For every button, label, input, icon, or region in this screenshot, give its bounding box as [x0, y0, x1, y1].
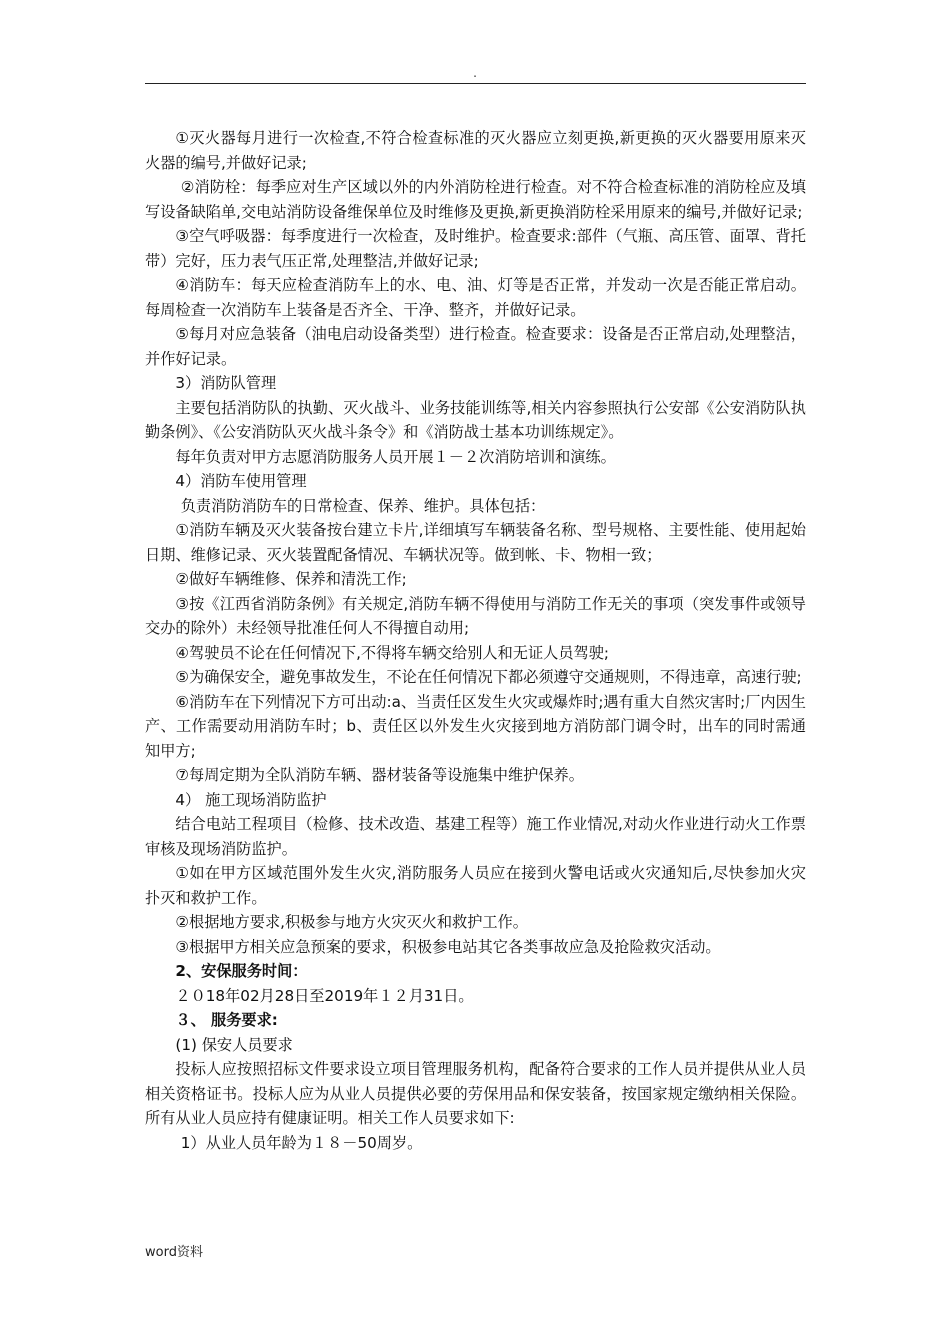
paragraph-emergency-plan: ③根据甲方相关应急预案的要求，积极参电站其它各类事故应急及抢险救灾活动。 — [175, 937, 721, 956]
heading-fire-truck-usage: 4）消防车使用管理 — [175, 472, 307, 490]
paragraph-breathing-apparatus: ③空气呼吸器：每季度进行一次检查，及时维护。检查要求:部件（气瓶、高压管、面罩、背托带）完好，压力表气压正常,处理整洁,并做好记录; — [145, 227, 806, 270]
footer-label: word资料 — [145, 1245, 203, 1260]
paragraph-annual-training: 每年负责对甲方志愿消防服务人员开展１－２次消防培训和演练。 — [175, 447, 616, 466]
paragraph-fire-truck-check: ④消防车：每天应检查消防车上的水、电、油、灯等是否正常，并发动一次是否能正常启动。每周检查一次消防车上装备是否齐全、干净、整齐，并做好记录。 — [145, 276, 806, 319]
paragraph-weekly-maintenance: ⑦每周定期为全队消防车辆、器材装备等设施集中维护保养。 — [175, 766, 584, 784]
paragraph-local-support: ②根据地方要求,积极参与地方火灾灭火和救护工作。 — [175, 913, 528, 931]
paragraph-extinguisher-check: ①灭火器每月进行一次检查,不符合检查标准的灭火器应立刻更换,新更换的灭火器要用原来灭火器的编号,并做好记录; — [145, 129, 806, 172]
heading-service-period: 2、安保服务时间： — [175, 962, 308, 980]
paragraph-fire-brigade-duties: 主要包括消防队的执勤、灭火战斗、业务技能训练等,相关内容参照执行公安部《公安消防队执勤条例》、《公安消防队灭火战斗条令》和《消防战士基本功训练规定》。 — [145, 398, 806, 441]
paragraph-truck-cleaning: ②做好车辆维修、保养和清洗工作; — [175, 570, 407, 588]
paragraph-bidder-requirements: 投标人应按照招标文件要求设立项目管理服务机构，配备符合要求的工作人员并提供从业人员相关资格证书。投标人应为从业人员提供必要的劳保用品和保安装备，按国家规定缴纳相关保险。所有从业人员应持有健康证明。相关工作人员要求如下: — [145, 1060, 806, 1127]
paragraph-hot-work-review: 结合电站工程项目（检修、技术改造、基建工程等）施工作业情况,对动火作业进行动火工作票审核及现场消防监护。 — [145, 815, 806, 858]
paragraph-external-fire-response: ①如在甲方区域范围外发生火灾,消防服务人员应在接到火警电话或火灾通知后,尽快参加火灾扑灭和救护工作。 — [145, 864, 806, 907]
heading-security-staff-requirements: (1) 保安人员要求 — [175, 1035, 293, 1054]
paragraph-dispatch-conditions: ⑥消防车在下列情况下方可出动:a、当责任区发生火灾或爆炸时;遇有重大自然灾害时;厂内因生产、工作需要动用消防车时；b、责任区以外发生火灾接到地方消防部门调令时，出车的同时需通知甲方; — [145, 692, 806, 760]
paragraph-truck-records: ①消防车辆及灭火装备按台建立卡片,详细填写车辆装备名称、型号规格、主要性能、使用起始日期、维修记录、灭火装置配备情况、车辆状况等。做到帐、卡、物相一致； — [145, 521, 806, 564]
paragraph-truck-maintenance-intro: 负责消防消防车的日常检查、保养、维护。具体包括： — [180, 496, 546, 515]
heading-fire-brigade-management: 3）消防队管理 — [175, 374, 277, 392]
heading-site-fire-monitoring: 4） 施工现场消防监护 — [175, 790, 327, 809]
paragraph-hydrant-check: ②消防栓：每季应对生产区域以外的内外消防栓进行检查。对不符合检查标准的消防栓应及填写设备缺陷单,交电站消防设备维保单位及时维修及更换,新更换消防栓采用原来的编号,并做好记录; — [145, 178, 806, 221]
paragraph-driver-rule: ④驾驶员不论在任何情况下,不得将车辆交给别人和无证人员驾驶; — [175, 643, 610, 662]
paragraph-service-dates: ２０18年02月28日至2019年１２月31日。 — [175, 986, 474, 1005]
paragraph-traffic-safety: ⑤为确保安全，避免事故发生，不论在任何情况下都必须遵守交通规则，不得违章，高速行驶; — [175, 668, 802, 686]
header-rule — [145, 83, 806, 84]
paragraph-emergency-equipment: ⑤每月对应急装备（油电启动设备类型）进行检查。检查要求：设备是否正常启动,处理整洁，并作好记录。 — [145, 325, 806, 368]
header-mark: . — [473, 66, 477, 80]
paragraph-age-requirement: 1）从业人员年龄为１８－50周岁。 — [180, 1133, 423, 1152]
heading-service-requirements: ３、 服务要求: — [175, 1011, 278, 1029]
paragraph-truck-regulation: ③按《江西省消防条例》有关规定,消防车辆不得使用与消防工作无关的事项（突发事件或领导交办的除外）未经领导批准任何人不得擅自动用; — [145, 594, 806, 637]
document-body — [145, 126, 806, 1155]
